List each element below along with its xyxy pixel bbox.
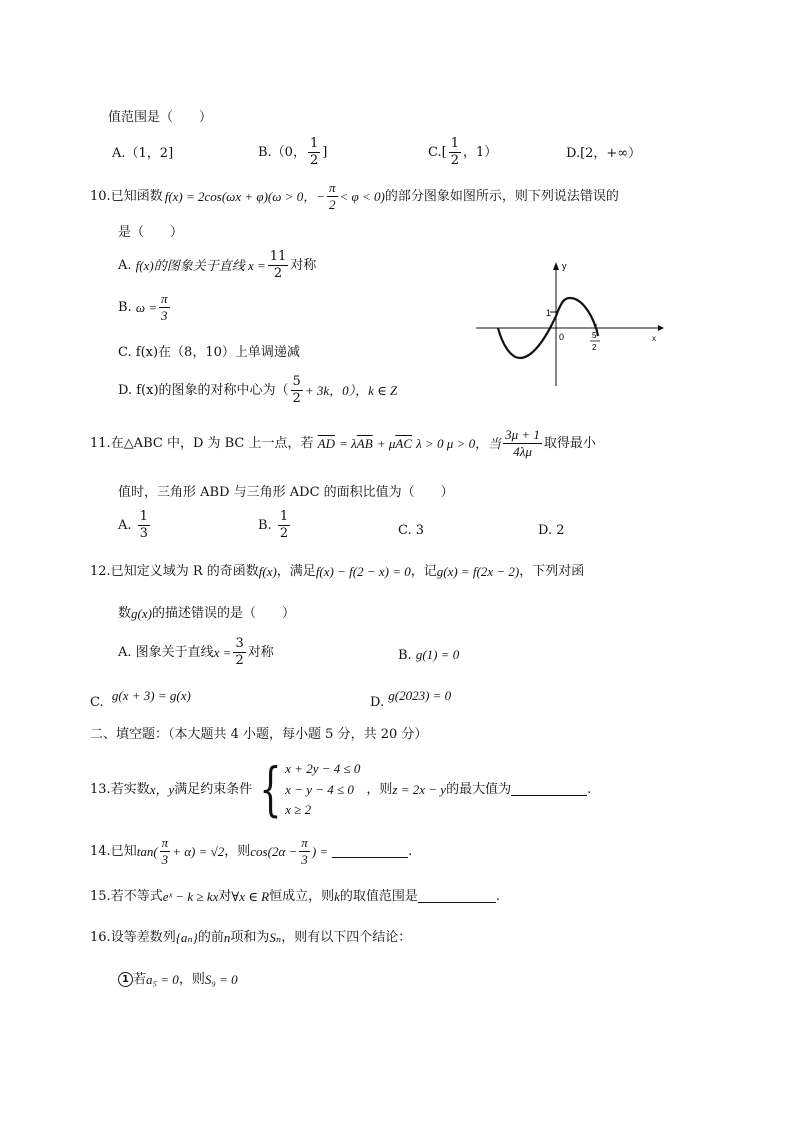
origin-label: 0	[559, 332, 565, 342]
q16-stem: 16. 设等差数列 {aₙ} 的前 n 项和为 Sₙ ，则有以下四个结论：	[90, 930, 412, 945]
q12-option-c: C. g(x + 3) = g(x)	[90, 688, 191, 710]
q9-option-c: C.[ $\frac{1}{2}$ ，1）	[428, 136, 498, 168]
q14-stem: 14. 已知 tan( $\frac{\pi}{3}$ + α) = √2 ，则 cos(2α − $\frac{\pi}{3}$ ) = .	[90, 835, 413, 867]
q15-answer-blank[interactable]	[418, 890, 496, 903]
q9-stem-tail: 值范围是（ ）	[108, 110, 213, 125]
q13-stem: 13. 若实数 x，y 满足约束条件 { x + 2y − 4 ≤ 0 x − y − 4 ≤ 0 x ≥ 2 ，则 z = 2x − y 的最大值为 .	[90, 755, 592, 823]
x-tick-den: 2	[592, 343, 597, 352]
x-axis-arrow	[658, 325, 664, 331]
q12-option-b: B. g(1) = 0	[398, 647, 460, 663]
q11-option-a: A. $\frac{1}{3}$	[118, 509, 148, 541]
q16-item-1: 1 若 a₅ = 0 ，则 S₉ = 0	[118, 972, 238, 987]
section-heading-fill-in: 二、填空题：（本大题共 4 小题，每小题 5 分，共 20 分）	[90, 727, 428, 742]
q11-option-b: B. $\frac{1}{2}$	[258, 509, 289, 541]
q15-stem: 15. 若不等式 eˣ − k ≥ kx 对 ∀x ∈ R 恒成立，则 k 的取值范围是 .	[90, 889, 501, 904]
circled-number-1: 1	[118, 972, 133, 987]
q10-option-d: D. f(x)的图象的对称中心为（ $\frac{5}{2}$ + 3k，0），k ∈ Z	[118, 374, 398, 406]
q12-option-d: D. g(2023) = 0	[370, 688, 452, 710]
q9-option-d: D.[2，+∞）	[566, 146, 642, 161]
x-axis-label: x	[652, 334, 656, 343]
q10-number: 10.	[90, 188, 111, 204]
q11-stem-line2: 值时，三角形 ABD 与三角形 ADC 的面积比值为（ ）	[118, 485, 454, 500]
q11-stem: 11. 在△ABC 中，D 为 BC 上一点，若 $\overline{AD}$ = λ $\overline{AB}$ + μ $\overline{AC}$ λ > 0 μ > 0，当 $\frac{3\mu + 1}{4\lambda\mu}$ 取得最小	[90, 427, 596, 459]
q9-option-b: B.（0， $\frac{1}{2}$ ]	[258, 136, 328, 168]
q13-constraint-system: { x + 2y − 4 ≤ 0 x − y − 4 ≤ 0 x ≥ 2	[259, 755, 361, 823]
q11-option-c: C. 3	[398, 523, 425, 538]
q12-option-a: A. 图象关于直线 x = $\frac{3}{2}$ 对称	[118, 636, 274, 668]
q10-stem: 10. 已知函数 f(x) = 2cos(ωx + φ)(ω > 0，− $\frac{\pi}{2}$ < φ < 0) 的部分图象如图所示，则下列说法错误的	[90, 180, 619, 212]
y-tick-label: 1	[546, 308, 552, 318]
q10-function-graph	[470, 258, 670, 390]
q10-option-b: B. ω = $\frac{\pi}{3}$	[118, 291, 168, 323]
x-tick-num: 5	[592, 331, 597, 340]
q10-stem-line2: 是（ ）	[118, 225, 184, 240]
y-axis-arrow	[553, 262, 559, 270]
q13-answer-blank[interactable]	[511, 783, 587, 796]
q9-option-a: A.（1，2]	[112, 146, 174, 161]
q10-option-a: A. f(x)的图象关于直线 x = $\frac{11}{2}$ 对称	[118, 249, 317, 281]
q10-option-c: C. f(x)在（8，10）上单调递减	[118, 345, 300, 360]
y-axis-label: y	[562, 261, 567, 271]
q11-option-d: D. 2	[538, 523, 565, 538]
q12-stem: 12. 已知定义域为 R 的奇函数 f(x) ，满足 f(x) − f(2 − x) = 0 ，记 g(x) = f(2x − 2) ，下列对函	[90, 564, 585, 579]
q14-answer-blank[interactable]	[332, 845, 408, 858]
q12-stem-line2: 数 g(x) 的描述错误的是（ ）	[118, 606, 295, 621]
